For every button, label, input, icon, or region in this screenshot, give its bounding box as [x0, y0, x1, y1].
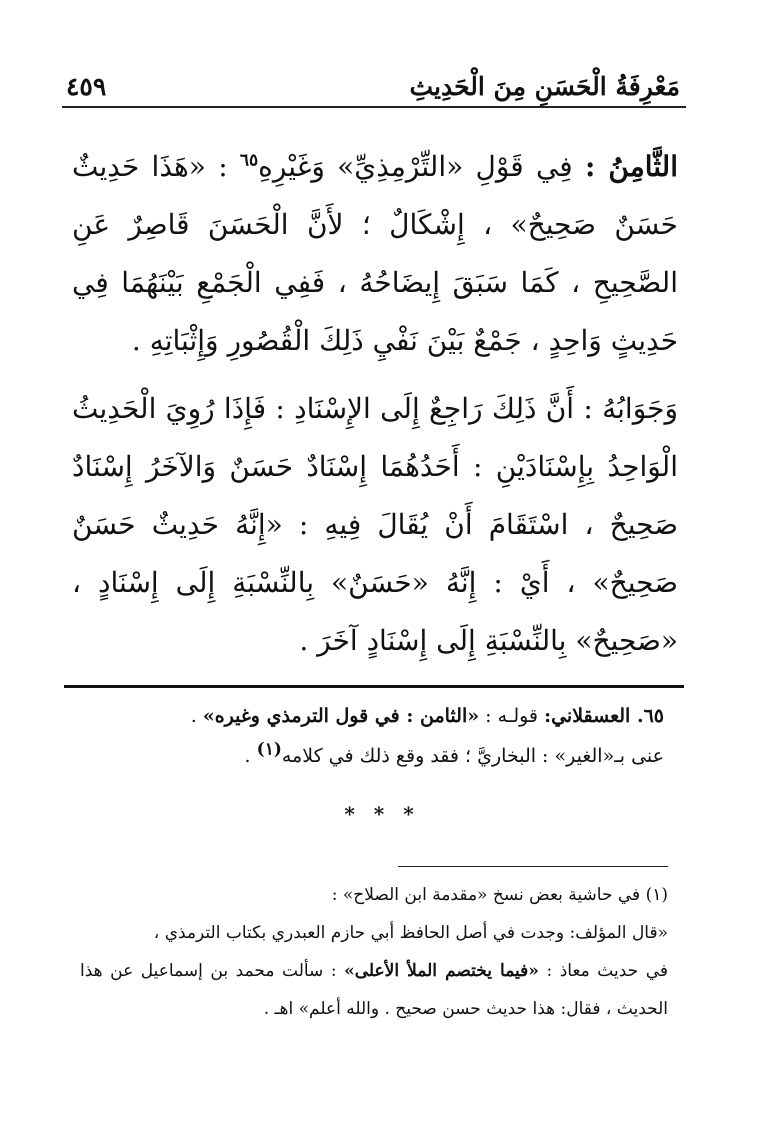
paragraph-lead: الثَّامِنُ :	[584, 150, 678, 183]
footnote-ref: (١)	[256, 739, 282, 760]
commentary-marker: ٦٥	[239, 150, 259, 171]
commentary-qawl: قولـه :	[479, 705, 545, 727]
footnote-text-b: : سألت محمد بن إسماعيل عن هذا الحديث ، فقال: هذا حديث حسن صحيح . والله أعلم» اهـ .	[80, 961, 668, 1019]
paragraph-answer: وَجَوَابُهُ : أَنَّ ذَلِكَ رَاجِعٌ إِلَى الإِسْنَادِ : فَإِذَا رُوِيَ الْحَدِيثُ الْوَاحِدُ بِإِسْنَادَيْنِ : أَحَدُهُمَا إِسْنَادٌ حَسَنٌ وَالآخَرُ إِسْنَادٌ صَحِيحٌ ، اسْتَقَامَ أَنْ يُقَالَ فِيهِ : «إِنَّهُ حَدِيثٌ حَسَنٌ صَحِيحٌ» ، أَيْ : إِنَّهُ «حَسَنٌ» بِالنِّسْبَةِ إِلَى إِسْنَادٍ ، «صَحِيحٌ» بِالنِّسْبَةِ إِلَى إِسْنَادٍ آخَرَ .	[72, 392, 678, 657]
commentary-line-1	[100, 696, 664, 736]
footnote-line-2: «قال المؤلف: وجدت في أصل الحافظ أبي حازم العبدري بكتاب الترمذي ،	[153, 923, 668, 943]
commentary-block	[100, 696, 664, 776]
main-text	[72, 138, 678, 670]
footnote-hadith-title: «فيما يختصم الملأ الأعلى»	[344, 961, 539, 981]
footnote-rule	[398, 866, 668, 867]
commentary-line-2	[100, 736, 664, 776]
footnote-block	[80, 876, 668, 1028]
paragraph-text-b: : «هَذَا حَدِيثٌ حَسَنٌ صَحِيحٌ» ، إِشْكَالٌ ؛ لأَنَّ الْحَسَنَ قَاصِرٌ عَنِ الصَّحِيحِ ، كَمَا سَبَقَ إِيضَاحُهُ ، فَفِي الْجَمْعِ بَيْنَهُمَا فِي حَدِيثٍ وَاحِدٍ ، جَمْعٌ بَيْنَ نَفْيِ ذَلِكَ الْقُصُورِ وَإِثْبَاتِهِ .	[72, 150, 678, 357]
commentary-rule	[64, 685, 684, 688]
header-rule	[62, 106, 686, 108]
section-separator: * * *	[344, 802, 420, 826]
page-number: ٤٥٩	[66, 72, 107, 101]
footnote-text-a: في حديث معاذ :	[538, 961, 668, 981]
commentary-number: ٦٥.	[636, 705, 664, 727]
commentary-quote: «الثامن : في قول الترمذي وغيره»	[202, 705, 480, 727]
running-title: مَعْرِفَةُ الْحَسَنِ مِنَ الْحَدِيثِ	[409, 72, 680, 101]
paragraph-text-a: فِي قَوْلِ «التِّرْمِذِيِّ» وَغَيْرِهِ	[258, 150, 585, 183]
commentary-text-end: .	[244, 745, 257, 767]
commentary-author: العسقلاني:	[544, 705, 637, 727]
commentary-text: عنى بـ«الغير» : البخاريَّ ؛ فقد وقع ذلك في كلامه	[281, 745, 664, 767]
running-header	[66, 58, 680, 102]
footnote-line-1: (١) في حاشية بعض نسخ «مقدمة ابن الصلاح» :	[331, 885, 668, 905]
paragraph-eighth	[72, 138, 678, 370]
commentary-end: .	[190, 705, 203, 727]
footnote-line-3	[80, 952, 668, 1028]
